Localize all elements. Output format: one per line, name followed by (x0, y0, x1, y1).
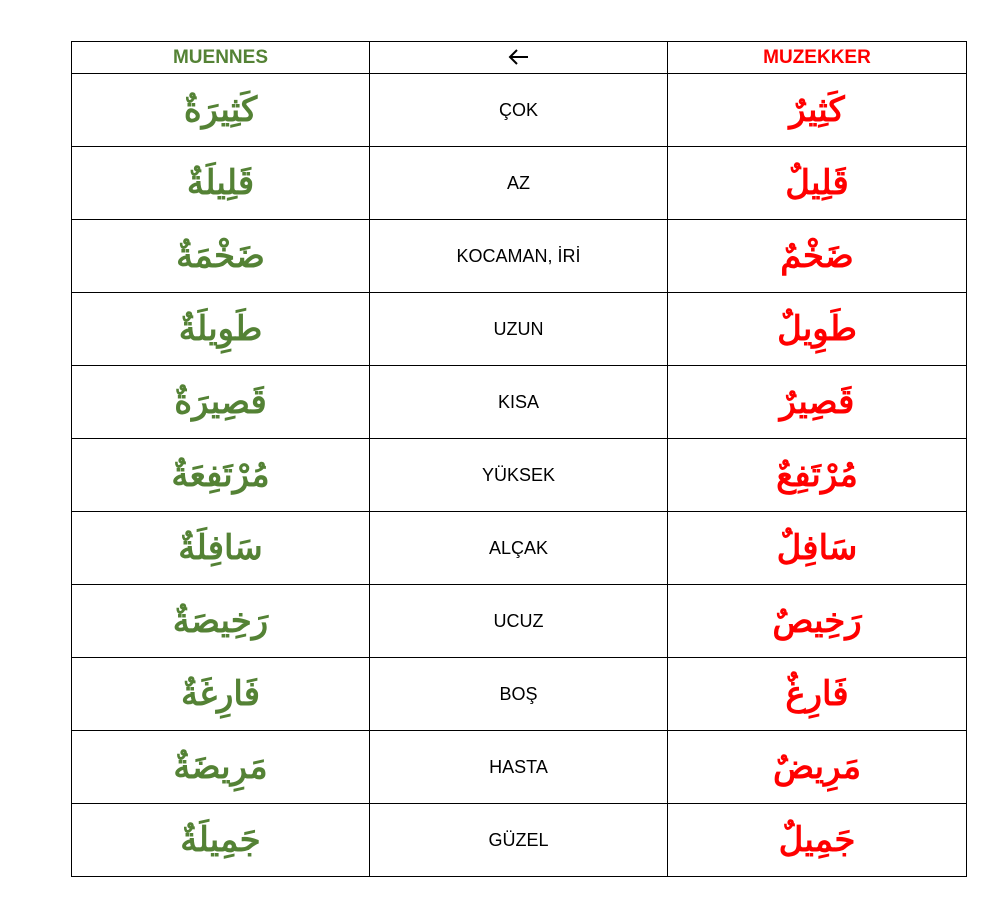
header-muennes: MUENNES (72, 42, 370, 74)
muzekker-cell: جَمِيلٌ (668, 804, 967, 877)
muennes-cell: مُرْتَفِعَةٌ (72, 439, 370, 512)
muennes-cell: سَافِلَةٌ (72, 512, 370, 585)
table-row (72, 512, 967, 585)
muennes-cell: مَرِيضَةٌ (72, 731, 370, 804)
table-row (72, 731, 967, 804)
table-row (72, 74, 967, 147)
muzekker-cell: مَرِيضٌ (668, 731, 967, 804)
muzekker-cell: فَارِغٌ (668, 658, 967, 731)
muennes-cell: قَصِيرَةٌ (72, 366, 370, 439)
table-row (72, 293, 967, 366)
table-row (72, 804, 967, 877)
header-row (72, 42, 967, 74)
turkish-cell: HASTA (370, 731, 668, 804)
muzekker-cell: مُرْتَفِعٌ (668, 439, 967, 512)
turkish-cell: UZUN (370, 293, 668, 366)
table-row (72, 147, 967, 220)
muzekker-cell: طَوِيلٌ (668, 293, 967, 366)
muzekker-cell: ضَخْمٌ (668, 220, 967, 293)
vocabulary-table (71, 41, 967, 877)
muennes-cell: رَخِيصَةٌ (72, 585, 370, 658)
turkish-cell: GÜZEL (370, 804, 668, 877)
header-arrow-cell (370, 42, 668, 74)
muennes-cell: طَوِيلَةٌ (72, 293, 370, 366)
turkish-cell: BOŞ (370, 658, 668, 731)
arrow-left-icon (508, 49, 530, 65)
turkish-cell: ALÇAK (370, 512, 668, 585)
table-row (72, 366, 967, 439)
table-row (72, 658, 967, 731)
table-row (72, 439, 967, 512)
muzekker-cell: قَلِيلٌ (668, 147, 967, 220)
turkish-cell: UCUZ (370, 585, 668, 658)
muzekker-cell: رَخِيصٌ (668, 585, 967, 658)
muzekker-cell: قَصِيرٌ (668, 366, 967, 439)
muennes-cell: جَمِيلَةٌ (72, 804, 370, 877)
table-row (72, 220, 967, 293)
turkish-cell: YÜKSEK (370, 439, 668, 512)
turkish-cell: KOCAMAN, İRİ (370, 220, 668, 293)
header-muzekker: MUZEKKER (668, 42, 967, 74)
table-row (72, 585, 967, 658)
muzekker-cell: كَثِيرٌ (668, 74, 967, 147)
muennes-cell: كَثِيرَةٌ (72, 74, 370, 147)
turkish-cell: KISA (370, 366, 668, 439)
muennes-cell: قَلِيلَةٌ (72, 147, 370, 220)
muzekker-cell: سَافِلٌ (668, 512, 967, 585)
muennes-cell: فَارِغَةٌ (72, 658, 370, 731)
turkish-cell: ÇOK (370, 74, 668, 147)
turkish-cell: AZ (370, 147, 668, 220)
muennes-cell: ضَخْمَةٌ (72, 220, 370, 293)
